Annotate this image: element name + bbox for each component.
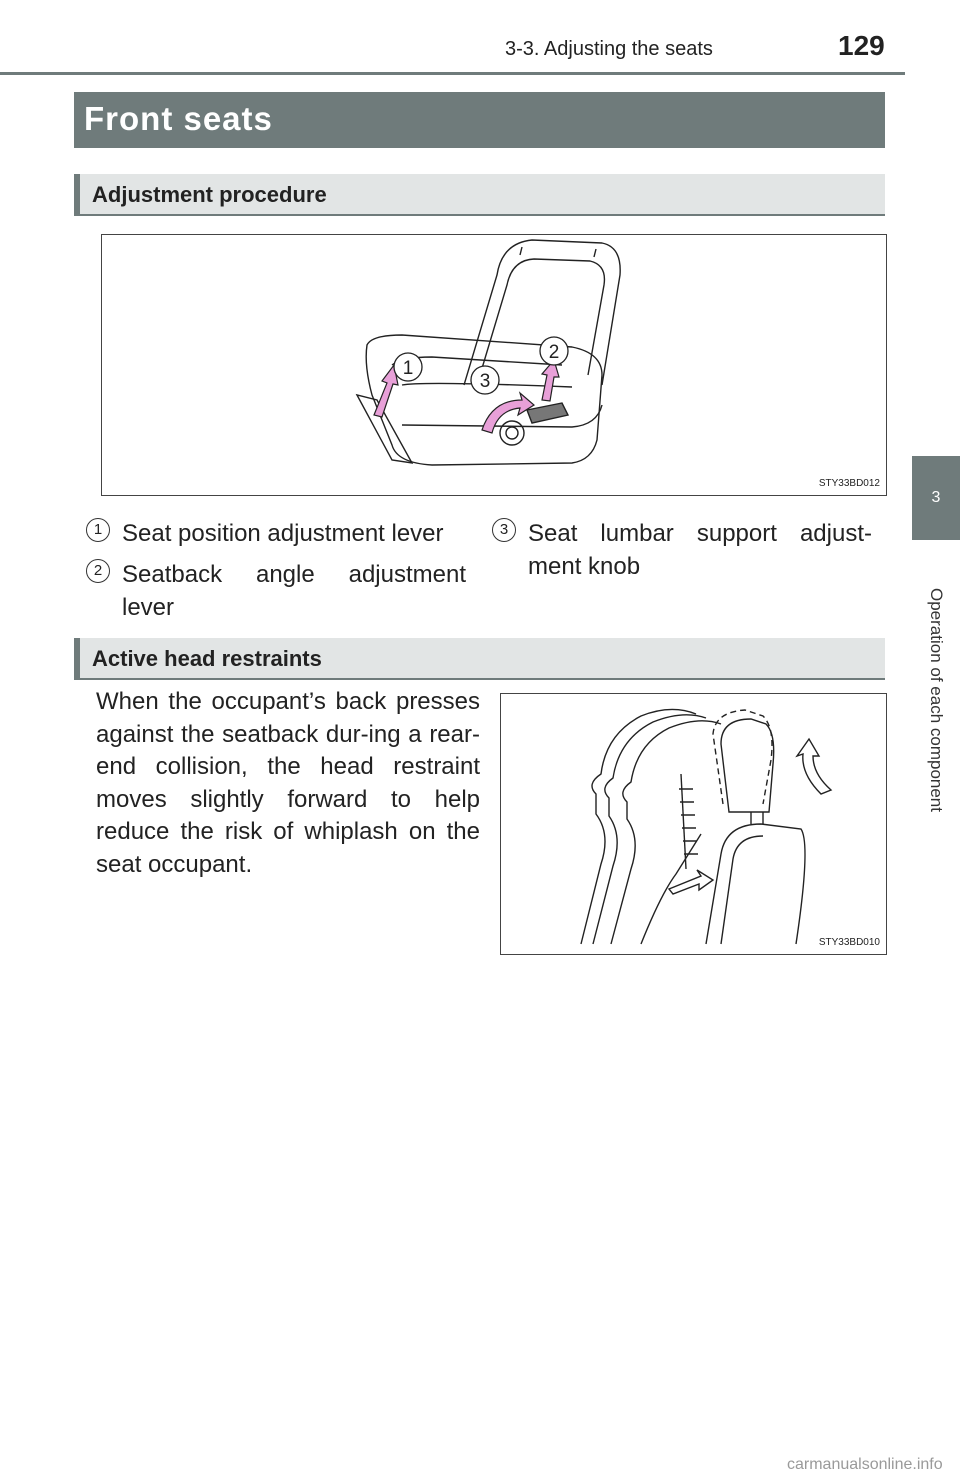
- seat-adjustment-figure: [101, 234, 887, 496]
- header-rule: [0, 72, 905, 75]
- active-head-body: When the occupant’s back presses against the seatback dur-ing a rear-end collision, the head restraint moves slightly forward to help reduce the risk of whiplash on the seat occupant.: [96, 688, 480, 878]
- subheading-active-head: [74, 638, 885, 680]
- page-number: 129: [838, 30, 885, 61]
- callout-1: 1: [402, 358, 414, 379]
- item-seat-position-lever: Seat position adjustment lever: [122, 520, 444, 547]
- subheading-adjustment: [74, 174, 885, 216]
- chapter-tab: 3: [912, 456, 960, 540]
- running-header-section: 3-3. Adjusting the seats: [505, 38, 713, 60]
- callout-3: 3: [479, 371, 491, 392]
- item-seatback-angle-lever: Seatback angle adjustment lever: [122, 561, 466, 621]
- item-lumbar-support-knob: Seat lumbar support adjust-ment knob: [528, 520, 872, 580]
- figure-code-2: STY33BD010: [818, 937, 880, 948]
- head-restraint-figure: [500, 693, 887, 955]
- subheading-active-head-title: Active head restraints: [92, 646, 322, 671]
- section-title: Front seats: [84, 100, 273, 137]
- subheading-adjustment-title: Adjustment procedure: [92, 182, 327, 207]
- seat-illustration: [102, 235, 886, 495]
- item-number-3: 3: [492, 518, 516, 542]
- callout-2: 2: [548, 342, 560, 363]
- head-restraint-illustration: [501, 694, 886, 954]
- watermark: carmanualsonline.info: [787, 1456, 943, 1473]
- chapter-side-label: Operation of each component: [927, 588, 946, 812]
- section-banner: [74, 92, 885, 148]
- figure-code: STY33BD012: [818, 478, 880, 489]
- item-number-2: 2: [86, 559, 110, 583]
- item-number-1: 1: [86, 518, 110, 542]
